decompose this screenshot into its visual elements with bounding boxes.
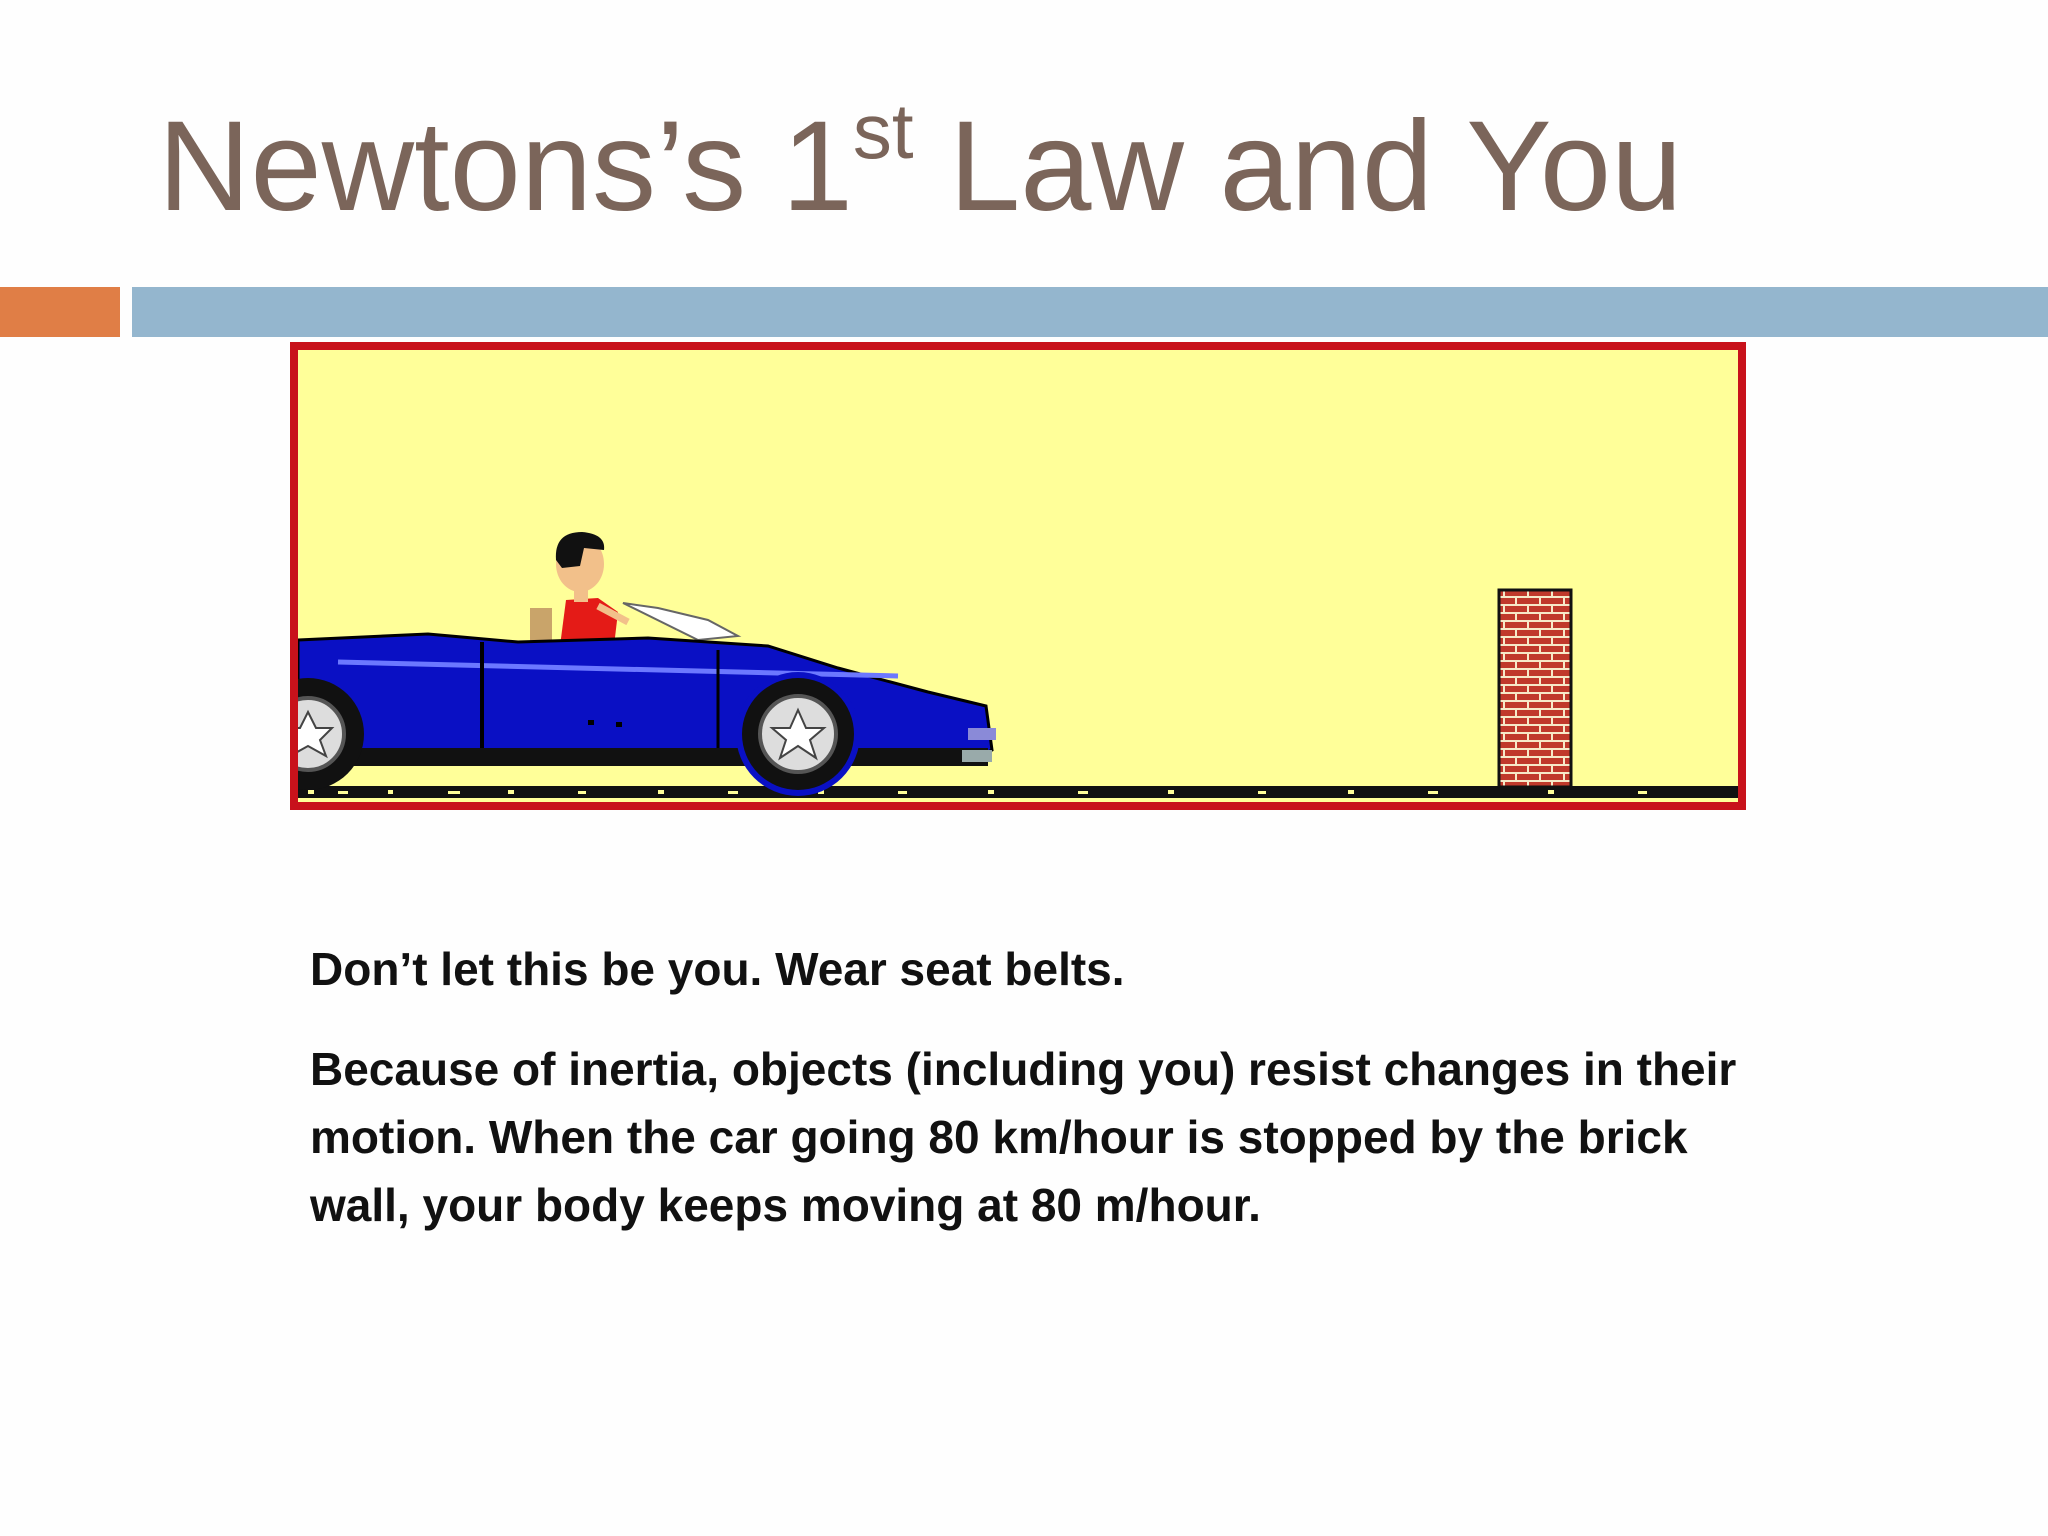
seat-belt-warning: Don’t let this be you. Wear seat belts. [310, 943, 1125, 995]
convertible-car-icon [298, 603, 996, 796]
driver-icon [530, 532, 628, 646]
car-crash-illustration [290, 342, 1746, 810]
title-superscript: st [852, 87, 914, 175]
title-rest: Law and You [913, 95, 1683, 238]
title-main: Newtons’s 1 [158, 95, 853, 238]
slide-body [310, 935, 1790, 1239]
slide-title [158, 87, 1683, 258]
accent-bar-blue [132, 287, 2048, 337]
inertia-explanation: Because of inertia, objects (including you) resist changes in their motion. When the car going 80 km/hour is stopped by the brick wall, your body keeps moving at 80 m/hour. [310, 1043, 1737, 1231]
accent-bar-orange [0, 287, 120, 337]
brick-wall-icon [1499, 590, 1571, 787]
illustration-canvas [298, 350, 1738, 802]
